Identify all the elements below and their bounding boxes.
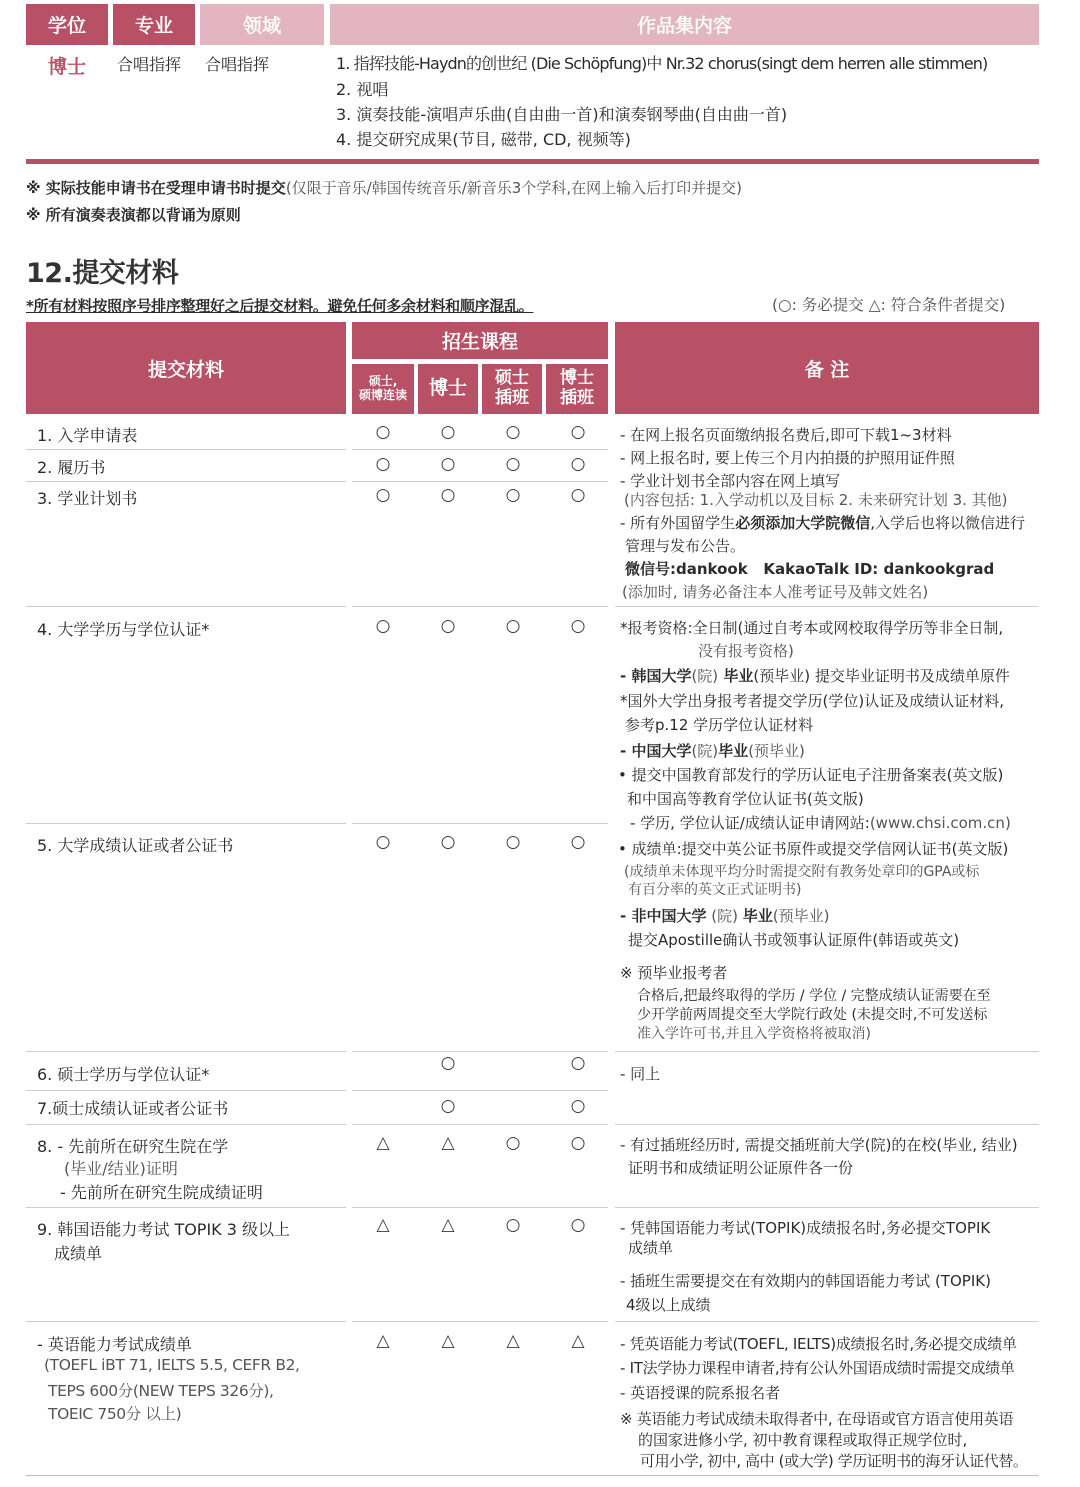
remark-line: 成绩单 <box>628 1239 674 1257</box>
remark-line <box>630 812 1011 833</box>
section-title: 12.提交材料 <box>26 258 179 289</box>
mark-circle: ○ <box>440 1096 456 1116</box>
remark-line: ※ 英语能力考试成绩未取得者中, 在母语或官方语言使用英语 <box>620 1410 1014 1428</box>
material-item: 6. 硕士学历与学位认证* <box>37 1065 210 1084</box>
remark-line <box>620 905 829 926</box>
remark-seg: (院) <box>691 742 719 760</box>
row-divider <box>615 1321 1039 1322</box>
material-item: 3. 学业计划书 <box>37 489 138 508</box>
material-item: 2. 履历书 <box>37 458 106 477</box>
mark-circle: ○ <box>570 832 586 852</box>
mark-circle: ○ <box>570 1053 586 1073</box>
remark-seg: (预毕业) <box>772 907 830 925</box>
mark-triangle: △ <box>441 1331 455 1351</box>
row-divider <box>615 1124 1039 1125</box>
header-course-master-transfer-l1: 硕士 <box>495 368 529 389</box>
mark-circle: ○ <box>570 1096 586 1116</box>
remark-seg: (院) <box>691 667 719 685</box>
remark-line: 没有报考资格) <box>698 642 794 660</box>
mark-circle: ○ <box>505 1133 521 1153</box>
mark-circle: ○ <box>440 454 456 474</box>
mark-triangle: △ <box>376 1133 390 1153</box>
material-item: - 英语能力考试成绩单 <box>37 1335 192 1354</box>
row-divider <box>615 606 1039 607</box>
row-divider <box>26 481 346 482</box>
header-degree: 学位 <box>26 4 108 45</box>
material-item: 8. - 先前所在研究生院在学 <box>37 1137 229 1156</box>
row-divider <box>26 1321 346 1322</box>
mark-circle: ○ <box>505 485 521 505</box>
mark-circle: ○ <box>505 422 521 442</box>
row-divider <box>352 449 608 450</box>
portfolio-field: 合唱指挥 <box>205 55 270 74</box>
material-item: 4. 大学学历与学位认证* <box>37 620 210 639</box>
remark-seg-bold: 必须添加大学院微信 <box>735 514 871 532</box>
remark-seg: (预毕业) <box>748 742 805 760</box>
mark-circle: ○ <box>440 832 456 852</box>
divider <box>26 159 1039 164</box>
mark-circle: ○ <box>440 1053 456 1073</box>
wechat-id: 微信号:dankook KakaoTalk ID: dankookgrad <box>625 560 995 578</box>
remark-line: 合格后,把最终取得的学历 / 学位 / 完整成绩认证需要在至 <box>637 988 991 1004</box>
row-divider <box>26 1207 346 1208</box>
row-divider <box>26 1090 346 1091</box>
mark-circle: ○ <box>505 454 521 474</box>
remark-line: (添加时, 请务必备注本人准考证号及韩文姓名) <box>622 583 929 601</box>
row-divider <box>26 1124 346 1125</box>
remark-line: - 同上 <box>620 1065 661 1083</box>
mark-circle: ○ <box>505 1215 521 1235</box>
remark-line <box>620 512 1025 533</box>
material-item-detail: - 先前所在研究生院成绩证明 <box>60 1183 263 1202</box>
header-course-master-transfer <box>482 364 542 414</box>
row-divider <box>615 1051 1039 1052</box>
remark-line: 和中国高等教育学位认证书(英文版) <box>627 790 864 808</box>
row-divider <box>352 1321 608 1322</box>
portfolio-major: 合唱指挥 <box>117 55 182 74</box>
mark-circle: ○ <box>570 422 586 442</box>
material-item-detail: 成绩单 <box>54 1244 103 1263</box>
remark-seg-bold: - 中国大学 <box>620 742 692 760</box>
note-application-rest: (仅限于音乐/韩国传统音乐/新音乐3个学科,在网上输入后打印并提交) <box>285 179 742 197</box>
remark-line: *国外大学出身报考者提交学历(学位)认证及成绩认证材料, <box>620 692 1004 710</box>
mark-triangle: △ <box>376 1331 390 1351</box>
mark-circle: ○ <box>570 616 586 636</box>
remark-line: • 提交中国教育部发行的学历认证电子注册备案表(英文版) <box>618 766 1004 784</box>
row-divider <box>352 1124 608 1125</box>
header-field: 领域 <box>200 4 324 45</box>
remark-seg: - 学历, 学位认证/成绩认证申请网站: <box>630 814 870 832</box>
remark-line: 可用小学, 初中, 高中 (或大学) 学历证明书的海牙认证代替。 <box>640 1452 1028 1470</box>
remark-line: (成绩单未体现平均分时需提交附有教务处章印的GPA或标 <box>624 864 980 880</box>
note-application <box>26 177 742 198</box>
portfolio-item: 3. 演奏技能-演唱声乐曲(自由曲一首)和演奏钢琴曲(自由曲一首) <box>336 105 788 124</box>
remark-line: - 凭韩国语能力考试(TOPIK)成绩报名时,务必提交TOPIK <box>620 1219 991 1237</box>
material-item-detail: (毕业/结业)证明 <box>64 1159 178 1178</box>
remark-line: 证明书和成绩证明公证原件各一份 <box>628 1159 854 1177</box>
mark-triangle: △ <box>571 1331 585 1351</box>
mark-circle: ○ <box>570 485 586 505</box>
row-divider <box>26 823 346 824</box>
header-course-master-l1: 硕士, <box>368 374 398 389</box>
header-course-master-l2: 硕博连读 <box>358 388 407 402</box>
remark-line: ※ 预毕业报考者 <box>620 964 728 982</box>
header-course-doctor-l1: 博士 <box>428 377 467 400</box>
remark-line: 提交Apostille确认书或领事认证原件(韩语或英文) <box>628 931 960 949</box>
note-application-bold: ※ 实际技能申请书在受理申请书时提交 <box>26 179 286 197</box>
remark-line: 的国家进修小学, 初中教育课程或取得正规学位时, <box>638 1431 968 1449</box>
mark-circle: ○ <box>375 616 391 636</box>
remark-line: 准入学许可书,并且入学资格将被取消) <box>637 1026 871 1042</box>
mark-circle: ○ <box>440 422 456 442</box>
remark-line: *报考资格:全日制(通过自考本或网校取得学历等非全日制, <box>620 619 1004 637</box>
material-item-detail: TOEIC 750分 以上) <box>48 1405 182 1423</box>
mark-circle: ○ <box>570 454 586 474</box>
row-divider <box>352 1090 608 1091</box>
row-divider <box>615 1207 1039 1208</box>
material-item: 5. 大学成绩认证或者公证书 <box>37 836 234 855</box>
remark-seg-bold: 毕业 <box>718 742 749 760</box>
header-major: 专业 <box>113 4 195 45</box>
row-divider <box>26 606 346 607</box>
header-course-doctor-transfer-l1: 博士 <box>560 368 594 389</box>
material-item: 7.硕士成绩认证或者公证书 <box>37 1099 229 1118</box>
remark-seg-bold: 毕业 <box>718 667 754 685</box>
remark-line <box>620 665 1010 686</box>
remark-line: - 有过插班经历时, 需提交插班前大学(院)的在校(毕业, 结业) <box>620 1136 1018 1154</box>
remark-line: - IT法学协力课程申请者,持有公认外国语成绩时需提交成绩单 <box>620 1359 1015 1377</box>
row-divider <box>26 1051 346 1052</box>
mark-circle: ○ <box>375 454 391 474</box>
row-divider <box>352 481 608 482</box>
row-divider <box>352 823 608 824</box>
header-course-master-transfer-l2: 插班 <box>495 388 529 408</box>
note-memorize: ※ 所有演奏表演都以背诵为原则 <box>26 206 241 224</box>
row-divider <box>352 606 608 607</box>
remark-seg: - 所有外国留学生 <box>620 514 736 532</box>
remark-seg: ,入学后也将以微信进行 <box>870 514 1025 532</box>
mark-circle: ○ <box>375 422 391 442</box>
remark-seg-bold: - 韩国大学 <box>620 667 692 685</box>
header-remark: 备 注 <box>615 322 1039 414</box>
row-divider <box>352 1051 608 1052</box>
remark-line: - 插班生需要提交在有效期内的韩国语能力考试 (TOPIK) <box>620 1272 991 1290</box>
legend: (○: 务必提交 △: 符合条件者提交) <box>772 296 1006 314</box>
mark-circle: ○ <box>440 485 456 505</box>
remark-line: (内容包括: 1.入学动机以及目标 2. 未来研究计划 3. 其他) <box>624 491 1008 509</box>
header-course: 招生课程 <box>352 322 608 359</box>
mark-triangle: △ <box>441 1215 455 1235</box>
remark-line: - 网上报名时, 要上传三个月内拍摄的护照用证件照 <box>620 449 955 467</box>
remark-line: - 英语授课的院系报名者 <box>620 1384 781 1402</box>
remark-line <box>620 740 805 761</box>
remark-line: - 凭英语能力考试(TOEFL, IELTS)成绩报名时,务必提交成绩单 <box>620 1335 1017 1353</box>
mark-circle: ○ <box>505 832 521 852</box>
mark-triangle: △ <box>506 1331 520 1351</box>
remark-seg-bold: 毕业 <box>742 907 773 925</box>
mark-circle: ○ <box>570 1215 586 1235</box>
remark-seg: (院) <box>706 907 743 925</box>
header-course-doctor <box>418 364 478 414</box>
mark-circle: ○ <box>375 832 391 852</box>
row-divider <box>352 1207 608 1208</box>
remark-line: 有百分率的英文正式证明书) <box>628 882 802 898</box>
material-item-detail: (TOEFL iBT 71, IELTS 5.5, CEFR B2, <box>44 1356 300 1374</box>
row-divider <box>26 1475 1039 1476</box>
mark-circle: ○ <box>505 616 521 636</box>
remark-line: • 成绩单:提交中英公证书原件或提交学信网认证书(英文版) <box>618 840 1009 858</box>
header-course-doctor-transfer-l2: 插班 <box>560 388 594 408</box>
header-portfolio-contents: 作品集内容 <box>330 4 1039 45</box>
portfolio-item: 1. 指挥技能-Haydn的创世纪 (Die Schöpfung)中 Nr.32 chorus(singt dem herren alle stimmen) <box>336 54 988 73</box>
remark-line: - 学业计划书全部内容在网上填写 <box>620 472 841 490</box>
material-item: 9. 韩国语能力考试 TOPIK 3 级以上 <box>37 1220 291 1239</box>
remark-line: 4级以上成绩 <box>626 1296 711 1314</box>
mark-circle: ○ <box>570 1133 586 1153</box>
material-item-detail: TEPS 600分(NEW TEPS 326分), <box>48 1382 274 1400</box>
remark-line: 参考p.12 学历学位认证材料 <box>625 716 814 734</box>
portfolio-item: 4. 提交研究成果(节目, 磁带, CD, 视频等) <box>336 130 631 149</box>
portfolio-degree: 博士 <box>48 56 87 78</box>
header-course-doctor-transfer <box>546 364 608 414</box>
header-course-master <box>352 364 414 414</box>
material-item: 1. 入学申请表 <box>37 426 138 445</box>
portfolio-item: 2. 视唱 <box>336 80 389 99</box>
remark-seg-bold: - 非中国大学 <box>620 907 707 925</box>
remark-line: 管理与发布公告。 <box>625 537 746 555</box>
mark-circle: ○ <box>375 485 391 505</box>
section-subtitle: *所有材料按照序号排序整理好之后提交材料。避免任何多余材料和顺序混乱。 <box>26 297 534 315</box>
mark-circle: ○ <box>440 616 456 636</box>
mark-triangle: △ <box>441 1133 455 1153</box>
remark-line: 少开学前两周提交至大学院行政处 (未提交时,不可发送标 <box>637 1007 988 1023</box>
remark-seg: (预毕业) 提交毕业证明书及成绩单原件 <box>753 667 1010 685</box>
mark-triangle: △ <box>376 1215 390 1235</box>
row-divider <box>26 449 346 450</box>
header-material: 提交材料 <box>26 322 346 414</box>
remark-line: - 在网上报名页面缴纳报名费后,即可下载1~3材料 <box>620 426 952 444</box>
chsi-link: (www.chsi.com.cn) <box>869 814 1011 832</box>
